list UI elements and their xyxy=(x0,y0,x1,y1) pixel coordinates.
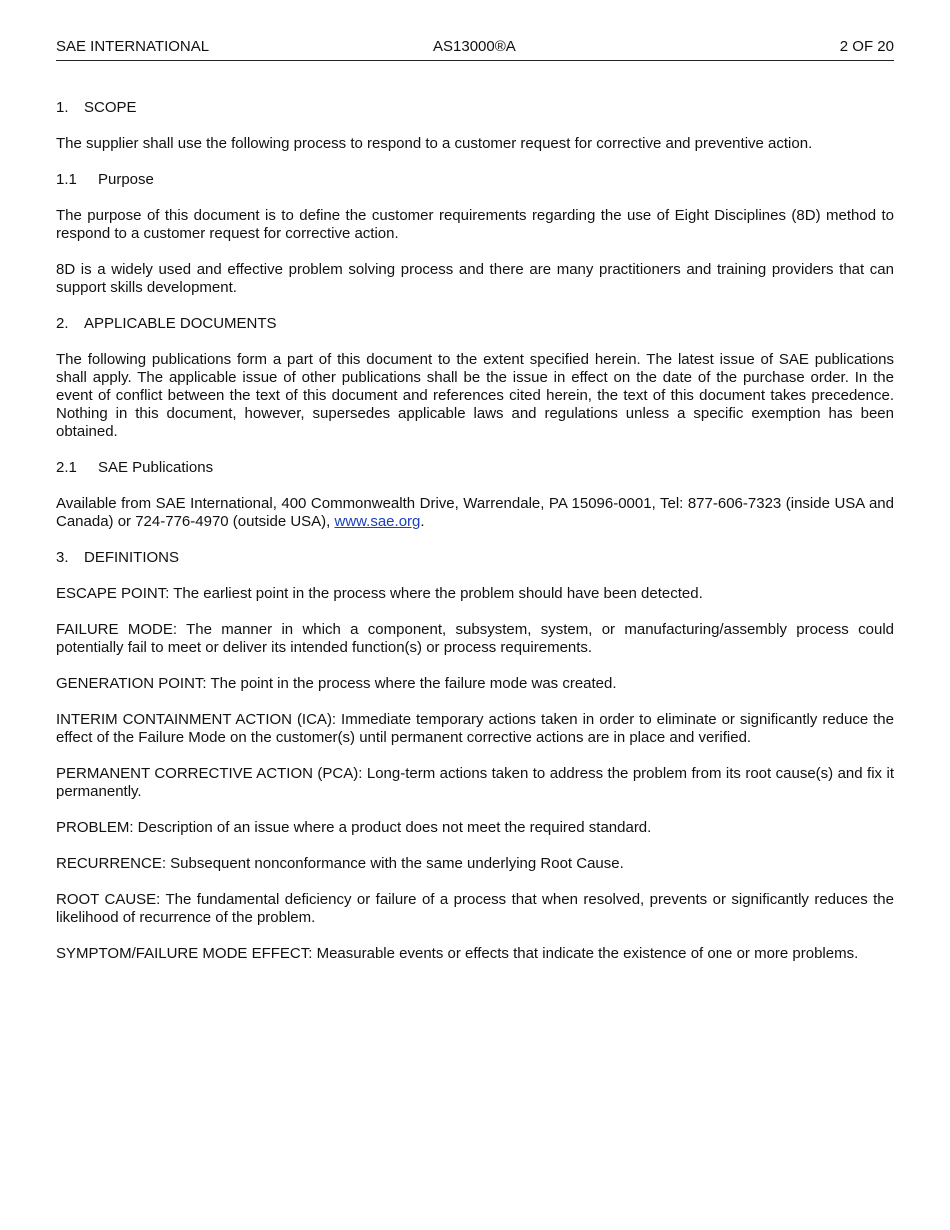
definition-permanent-corrective-action: PERMANENT CORRECTIVE ACTION (PCA): Long-term actions taken to address the problem from its root cause(s) and fix it permanently. xyxy=(56,765,894,800)
section-title: SCOPE xyxy=(84,99,137,116)
header-organization: SAE INTERNATIONAL xyxy=(56,38,210,55)
section-title: APPLICABLE DOCUMENTS xyxy=(84,315,277,332)
document-body xyxy=(56,99,894,963)
section-heading-definitions xyxy=(56,549,894,567)
section-heading-sae-publications xyxy=(56,459,894,477)
definition-generation-point: GENERATION POINT: The point in the process where the failure mode was created. xyxy=(56,675,617,692)
applicable-documents-paragraph: The following publications form a part of this document to the extent specified herein. The latest issue of SAE publications shall apply. The applicable issue of other publications shall be the issue in effect on the date of the purchase order. In the event of conflict between the text of this document and references cited herein, the text of this document takes precedence. Nothing in this document, however, supersedes applicable laws and regulations unless a specific exemption has been obtained. xyxy=(56,351,894,440)
definition-recurrence: RECURRENCE: Subsequent nonconformance with the same underlying Root Cause. xyxy=(56,855,624,872)
definition-symptom-failure-mode-effect: SYMPTOM/FAILURE MODE EFFECT: Measurable events or effects that indicate the existence of one or more problems. xyxy=(56,945,859,962)
purpose-paragraph-2: 8D is a widely used and effective problem solving process and there are many practitioners and training providers that can support skills development. xyxy=(56,261,894,296)
section-number: 3. xyxy=(56,549,69,566)
page-header xyxy=(56,38,894,61)
sae-address-text: Available from SAE International, 400 Commonwealth Drive, Warrendale, PA 15096-0001, Tel: 877-606-7323 (inside USA and Canada) or 724-776-4970 (outside USA), xyxy=(56,495,894,530)
section-heading-purpose xyxy=(56,171,894,189)
definition-interim-containment-action: INTERIM CONTAINMENT ACTION (ICA): Immediate temporary actions taken in order to eliminate or significantly reduce the effect of the Failure Mode on the customer(s) until permanent corrective actions are in place and verified. xyxy=(56,711,894,746)
purpose-paragraph-1: The purpose of this document is to define the customer requirements regarding the use of Eight Disciplines (8D) method to respond to a customer request for corrective action. xyxy=(56,207,894,242)
definition-root-cause: ROOT CAUSE: The fundamental deficiency or failure of a process that when resolved, prevents or significantly reduces the likelihood of recurrence of the problem. xyxy=(56,891,894,926)
definition-escape-point: ESCAPE POINT: The earliest point in the process where the problem should have been detected. xyxy=(56,585,703,602)
definition-failure-mode: FAILURE MODE: The manner in which a component, subsystem, system, or manufacturing/assembly process could potentially fail to meet or deliver its intended function(s) or process requirements. xyxy=(56,621,894,656)
section-title: DEFINITIONS xyxy=(84,549,180,566)
scope-paragraph: The supplier shall use the following process to respond to a customer request for corrective and preventive action. xyxy=(56,135,813,152)
section-heading-scope xyxy=(56,99,894,117)
section-number: 1. xyxy=(56,99,69,116)
section-number: 1.1 xyxy=(56,171,77,188)
definition-problem: PROBLEM: Description of an issue where a product does not meet the required standard. xyxy=(56,819,652,836)
section-number: 2. xyxy=(56,315,69,332)
sentence-end: . xyxy=(420,513,425,530)
header-page-number: 2 OF 20 xyxy=(839,38,894,55)
section-number: 2.1 xyxy=(56,459,77,476)
section-title: SAE Publications xyxy=(98,459,214,476)
section-heading-applicable-documents xyxy=(56,315,894,333)
sae-publications-paragraph xyxy=(56,495,894,531)
header-document-number: AS13000®A xyxy=(433,38,516,55)
section-title: Purpose xyxy=(98,171,154,188)
sae-website-link[interactable]: www.sae.org xyxy=(334,513,421,530)
